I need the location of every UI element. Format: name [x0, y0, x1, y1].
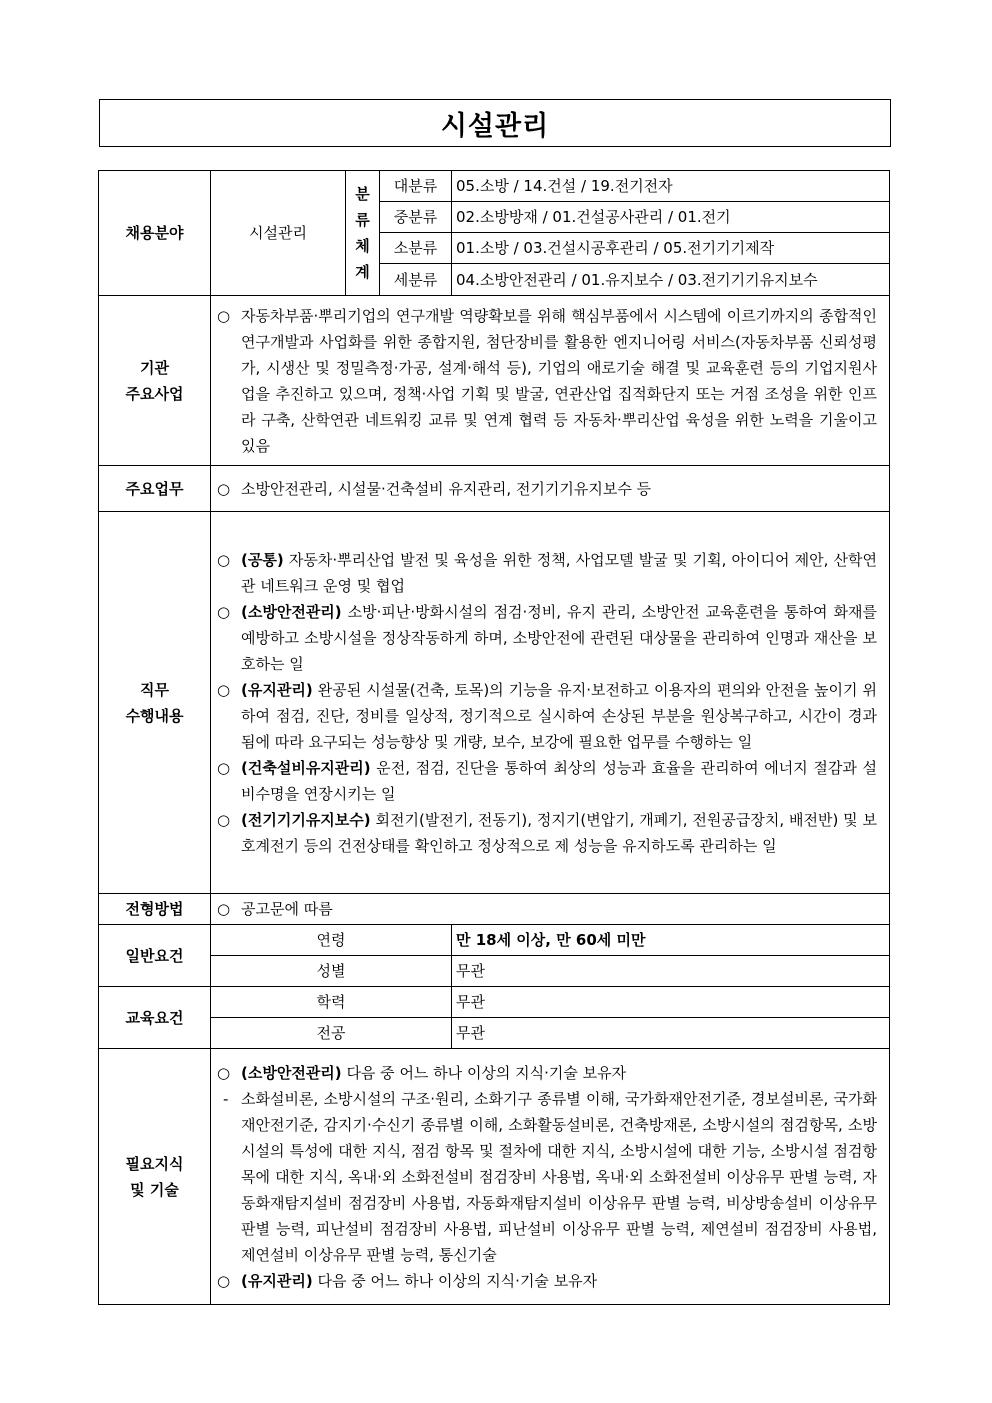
class-minor-value: 01.소방 / 03.건설시공후관리 / 05.전기기기제작	[452, 233, 890, 264]
duties-label: 직무 수행내용	[99, 512, 211, 894]
recruit-field-label: 채용분야	[99, 171, 211, 296]
class-minor-label: 소분류	[380, 233, 452, 264]
age-label: 연령	[211, 925, 452, 956]
classification-system-label: 분 류 체 계	[346, 171, 380, 296]
recruit-field-value: 시설관리	[211, 171, 346, 296]
circle-bullet-icon: ○	[217, 758, 231, 777]
business-content	[211, 296, 890, 466]
circle-bullet-icon: ○	[217, 550, 231, 569]
duty-item: ○ (공통) 자동차·뿌리산업 발전 및 육성을 위한 정책, 사업모델 발굴 및 기획, 아이디어 제안, 산학연관 네트워크 운영 및 협업	[217, 547, 877, 599]
skill-item: ○ (소방안전관리) 다음 중 어느 하나 이상의 지식·기술 보유자	[217, 1060, 877, 1086]
circle-bullet-icon: ○	[217, 900, 231, 918]
class-middle-label: 중분류	[380, 202, 452, 233]
main-tasks-text: 소방안전관리, 시설물·건축설비 유지관리, 전기기기유지보수 등	[241, 479, 652, 498]
duty-item: ○ (전기기기유지보수) 회전기(발전기, 전동기), 정지기(변압기, 개폐기, 전원공급장치, 배전반) 및 보호계전기 등의 건전상태를 확인하고 정상적으로 제 성능을 유지하도록 관리하는 일	[217, 807, 877, 859]
age-value: 만 18세 이상, 만 60세 미만	[452, 925, 890, 956]
class-major-label: 대분류	[380, 171, 452, 202]
general-req-label: 일반요건	[99, 925, 211, 987]
selection-text: 공고문에 따름	[241, 900, 333, 918]
duty-item: ○ (유지관리) 완공된 시설물(건축, 토목)의 기능을 유지·보전하고 이용자의 편의와 안전을 높이기 위하여 점검, 진단, 정비를 일상적, 정기적으로 실시하여 손상된 부분을 원상복구하고, 시간이 경과됨에 따라 요구되는 성능향상 및 개량, 보수, 보강에 필요한 업무를 수행하는 일	[217, 677, 877, 755]
selection-label: 전형방법	[99, 894, 211, 925]
class-major-value: 05.소방 / 14.건설 / 19.전기전자	[452, 171, 890, 202]
skills-content	[211, 1049, 890, 1305]
class-detail-value: 04.소방안전관리 / 01.유지보수 / 03.전기기기유지보수	[452, 264, 890, 296]
page-title: 시설관리	[99, 99, 891, 147]
business-text: 자동차부품·뿌리기업의 연구개발 역량확보를 위해 핵심부품에서 시스템에 이르기까지의 종합적인 연구개발과 사업화를 위한 종합지원, 첨단장비를 활용한 엔지니어링 서비스(자동차부품 신뢰성평가, 시생산 및 정밀측정·가공, 설계·해석 등), 기업의 애로기술 해결 및 교육훈련 등의 기업지원사업을 추진하고 있으며, 정책·사업 기획 및 발굴, 연관산업 집적화단지 또는 거점 조성을 위한 인프라 구축, 산학연관 네트워킹 교류 및 연계 협력 등 자동차·뿌리산업 육성을 위한 노력을 기울이고 있음	[241, 306, 877, 455]
edu-req-label: 교육요건	[99, 987, 211, 1049]
major-label: 전공	[211, 1018, 452, 1049]
skill-detail: - 소화설비론, 소방시설의 구조·원리, 소화기구 종류별 이해, 국가화재안전기준, 경보설비론, 국가화재안전기준, 감지기·수신기 종류별 이해, 소화활동설비론, 건축방재론, 소방시설의 점검항목, 소방시설의 특성에 대한 지식, 점검 항목 및 절차에 대한 지식, 소방시설에 대한 기능, 소방시설 점검항목에 대한 지식, 옥내·외 소화전설비 점검장비 사용법, 옥내·외 소화전설비 이상유무 판별 능력, 자동화재탐지설비 점검장비 사용법, 자동화재탐지설비 이상유무 판별 능력, 비상방송설비 이상유무 판별 능력, 피난설비 점검장비 사용법, 피난설비 이상유무 판별 능력, 제연설비 점검장비 사용법, 제연설비 이상유무 판별 능력, 통신기술	[217, 1086, 877, 1268]
gender-label: 성별	[211, 956, 452, 987]
class-detail-label: 세분류	[380, 264, 452, 296]
duty-item: ○ (소방안전관리) 소방·피난·방화시설의 점검·정비, 유지 관리, 소방안전 교육훈련을 통하여 화재를 예방하고 소방시설을 정상작동하게 하며, 소방안전에 관련된 대상물을 관리하여 인명과 재산을 보호하는 일	[217, 599, 877, 677]
circle-bullet-icon: ○	[217, 810, 231, 829]
education-label: 학력	[211, 987, 452, 1018]
skills-label: 필요지식 및 기술	[99, 1049, 211, 1305]
education-value: 무관	[452, 987, 890, 1018]
gender-value: 무관	[452, 956, 890, 987]
skill-item: ○ (유지관리) 다음 중 어느 하나 이상의 지식·기술 보유자	[217, 1268, 877, 1294]
class-middle-value: 02.소방방재 / 01.건설공사관리 / 01.전기	[452, 202, 890, 233]
business-label: 기관 주요사업	[99, 296, 211, 466]
circle-bullet-icon: ○	[217, 1063, 231, 1082]
main-tasks-label: 주요업무	[99, 466, 211, 512]
duty-item: ○ (건축설비유지관리) 운전, 점검, 진단을 통하여 최상의 성능과 효율을 관리하여 에너지 절감과 설비수명을 연장시키는 일	[217, 755, 877, 807]
circle-bullet-icon: ○	[217, 1271, 231, 1290]
circle-bullet-icon: ○	[217, 680, 231, 699]
selection-content	[211, 894, 890, 925]
circle-bullet-icon: ○	[217, 479, 231, 498]
main-tasks-content	[211, 466, 890, 512]
dash-bullet-icon: -	[223, 1089, 229, 1108]
duties-content	[211, 512, 890, 894]
circle-bullet-icon: ○	[217, 306, 231, 325]
circle-bullet-icon: ○	[217, 602, 231, 621]
job-description-table	[98, 170, 890, 1305]
major-value: 무관	[452, 1018, 890, 1049]
